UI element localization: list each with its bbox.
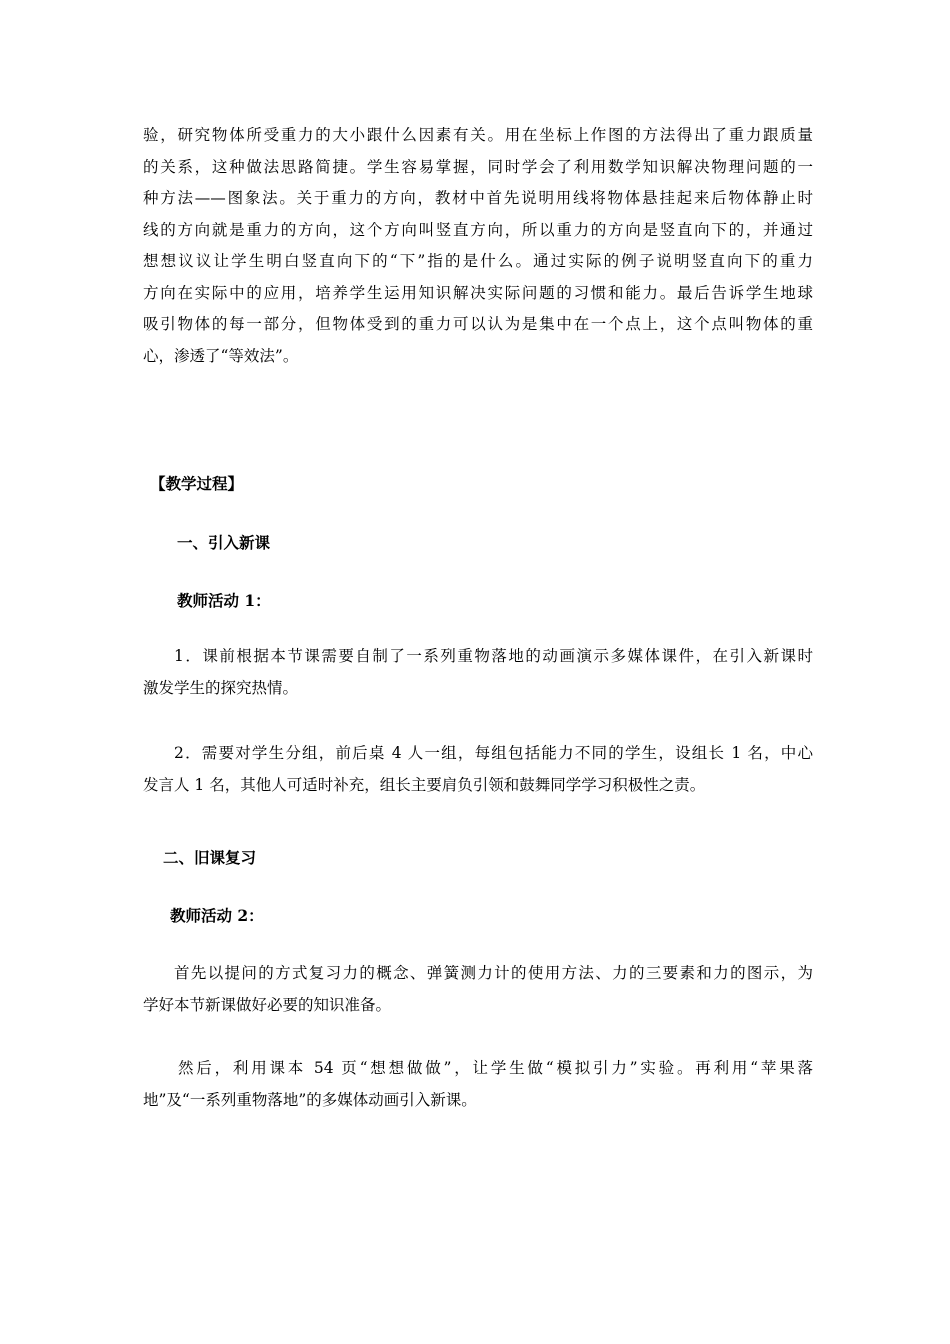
part1-item2-line: 2．需要对学生分组，前后桌 4 人一组，每组包括能力不同的学生，设组长 1 名，中心	[174, 744, 813, 762]
intro-line: 的关系，这种做法思路简捷。学生容易掌握，同时学会了利用数学知识解决物理问题的一	[143, 157, 813, 176]
part2-paragraph1-line: 学好本节新课做好必要的知识准备。	[143, 995, 392, 1014]
part1-heading: 一、引入新课	[177, 533, 271, 552]
part1-item1	[143, 641, 813, 704]
part2-paragraph1-line: 首先以提问的方式复习力的概念、弹簧测力计的使用方法、力的三要素和力的图示，为	[174, 964, 813, 982]
part2-paragraph1	[143, 958, 813, 1021]
intro-line: 验，研究物体所受重力的大小跟什么因素有关。用在坐标上作图的方法得出了重力跟质量	[143, 126, 813, 144]
intro-line: 种方法——图象法。关于重力的方向，教材中首先说明用线将物体悬挂起来后物体静止时	[143, 189, 813, 207]
intro-line: 吸引物体的每一部分，但物体受到的重力可以认为是集中在一个点上，这个点叫物体的重	[143, 315, 813, 333]
intro-line: 心，渗透了“等效法”。	[143, 346, 299, 365]
part1-activity-label: 教师活动 1：	[177, 591, 271, 610]
part1-item1-line: 1．课前根据本节课需要自制了一系列重物落地的动画演示多媒体课件，在引入新课时	[174, 647, 813, 665]
intro-line: 线的方向就是重力的方向，这个方向叫竖直方向，所以重力的方向是竖直向下的，并通过	[143, 220, 813, 239]
intro-paragraph	[143, 120, 813, 372]
part2-activity-label: 教师活动 2：	[170, 906, 264, 925]
part2-heading: 二、旧课复习	[163, 848, 257, 867]
intro-line: 方向在实际中的应用，培养学生运用知识解决实际问题的习惯和能力。最后告诉学生地球	[143, 283, 813, 302]
part1-item2-line: 发言人 1 名，其他人可适时补充，组长主要肩负引领和鼓舞同学学习积极性之责。	[143, 775, 706, 794]
intro-line: 想想议议让学生明白竖直向下的“下”指的是什么。通过实际的例子说明竖直向下的重力	[143, 252, 813, 270]
part2-paragraph2	[143, 1053, 813, 1116]
part2-paragraph2-line: 地”及“一系列重物落地”的多媒体动画引入新课。	[143, 1090, 477, 1109]
part1-item2	[143, 738, 813, 801]
section-title: 【教学过程】	[150, 474, 244, 493]
part2-paragraph2-line: 然后，利用课本 54 页“想想做做”，让学生做“模拟引力”实验。再利用“苹果落	[178, 1059, 813, 1077]
part1-item1-line: 激发学生的探究热情。	[143, 678, 299, 697]
